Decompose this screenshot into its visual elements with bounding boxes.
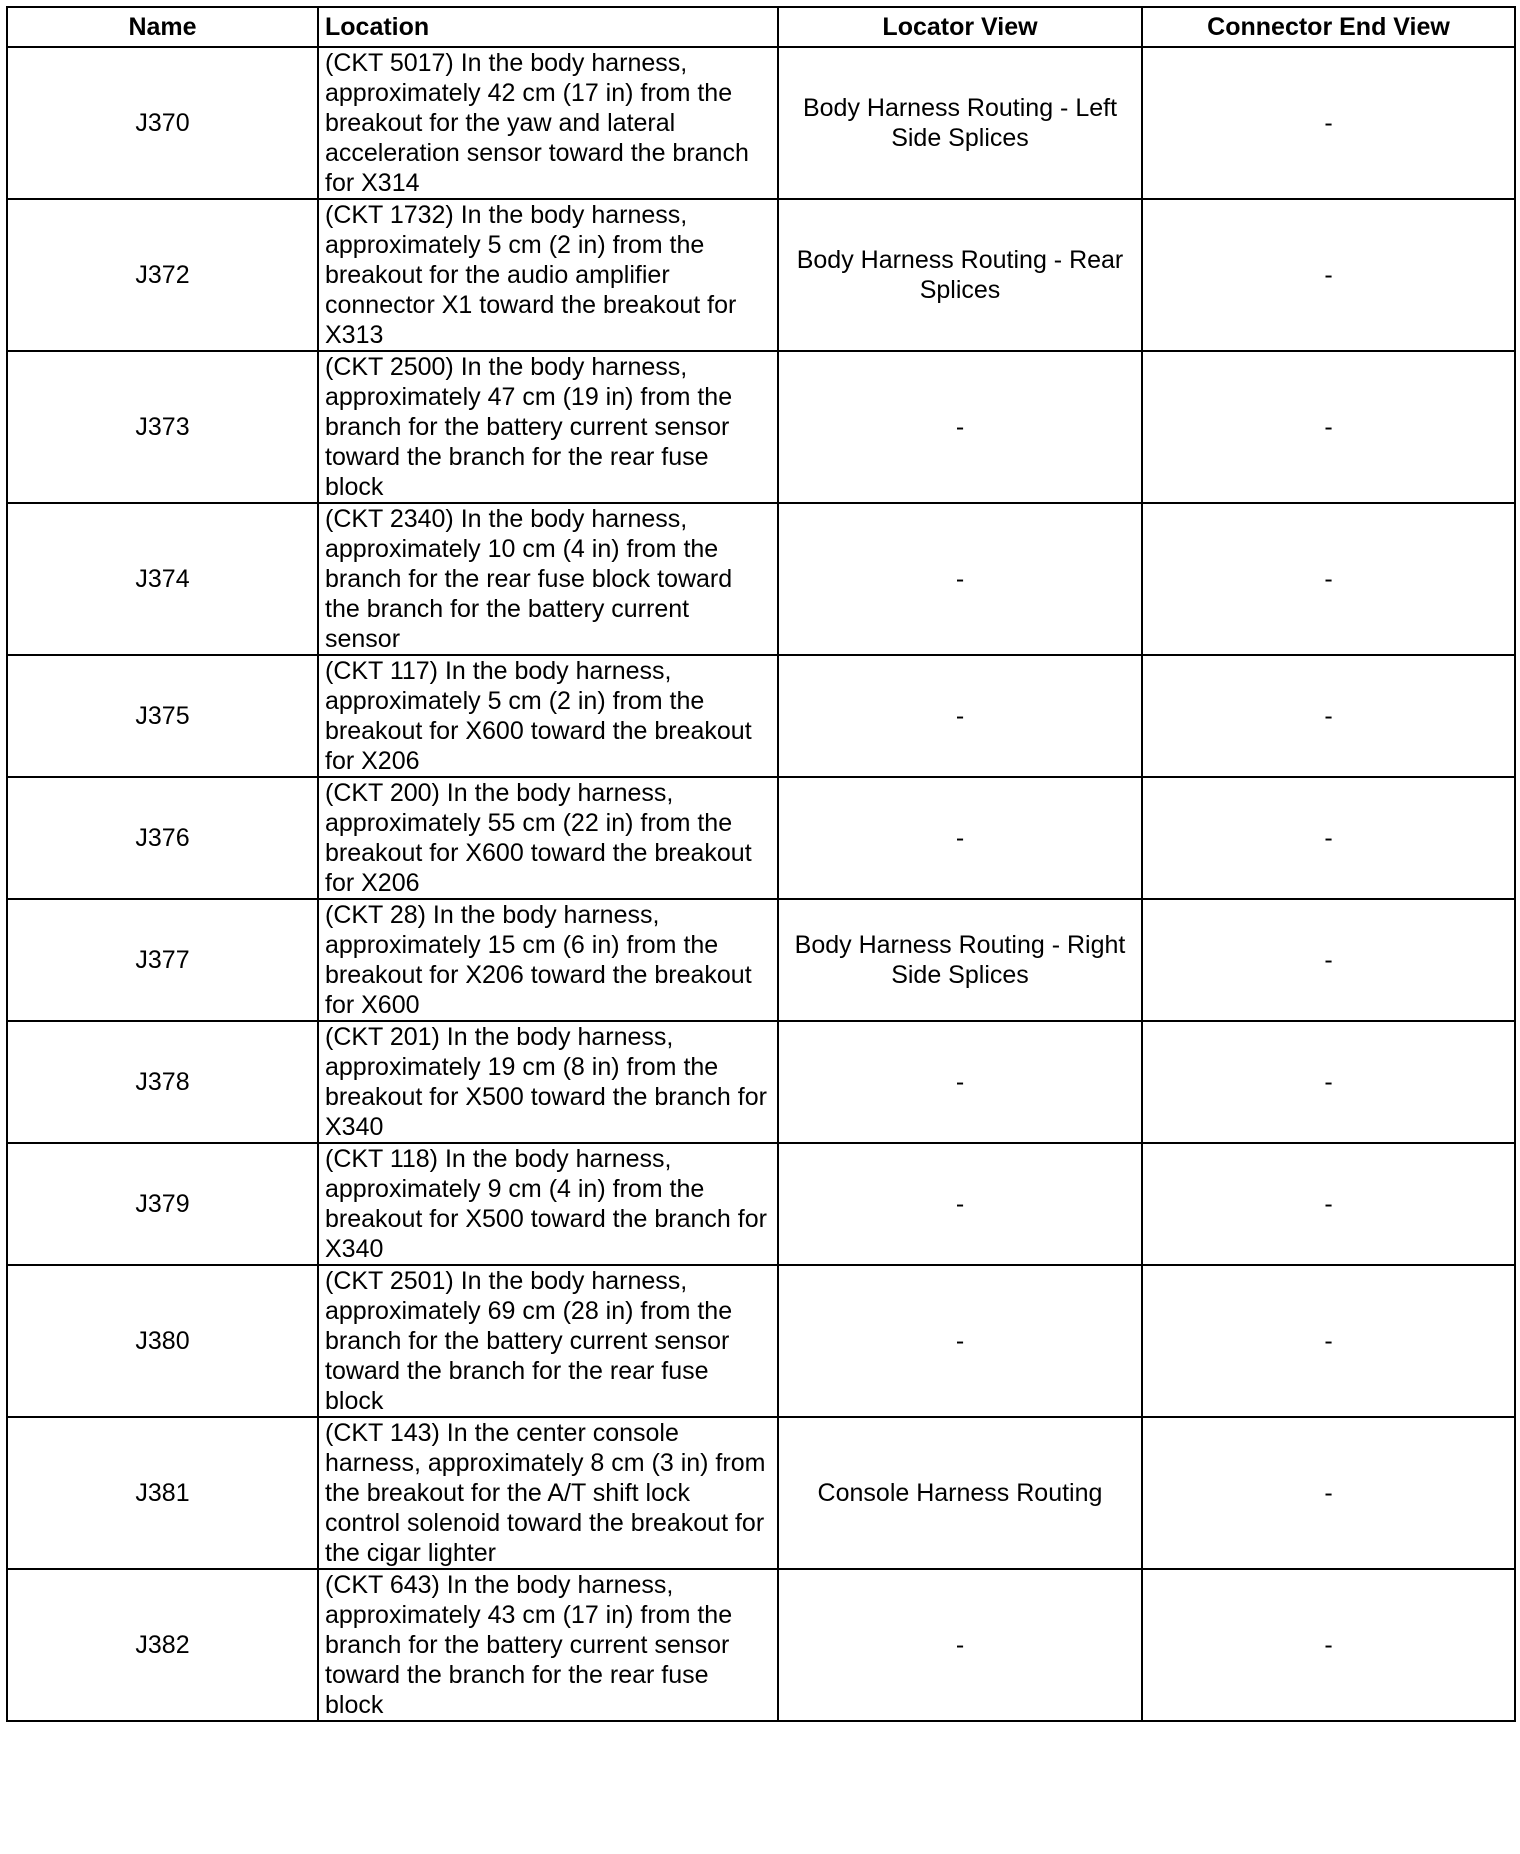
table-row — [7, 47, 1515, 199]
splice-location: (CKT 5017) In the body harness, approximately 42 cm (17 in) from the breakout for the yaw and lateral acceleration sensor toward the branch for X314 — [318, 47, 778, 199]
column-header-location: Location — [318, 7, 778, 47]
table-row — [7, 1265, 1515, 1417]
column-header-locator-view: Locator View — [778, 7, 1142, 47]
locator-view: - — [778, 1021, 1142, 1143]
table-row — [7, 503, 1515, 655]
locator-view: - — [778, 351, 1142, 503]
splice-name: J381 — [7, 1417, 318, 1569]
locator-view: - — [778, 655, 1142, 777]
splice-name: J374 — [7, 503, 318, 655]
splice-location: (CKT 2340) In the body harness, approximately 10 cm (4 in) from the branch for the rear fuse block toward the branch for the battery current sensor — [318, 503, 778, 655]
locator-view: - — [778, 1143, 1142, 1265]
table-row — [7, 655, 1515, 777]
table-row — [7, 1417, 1515, 1569]
connector-end-view: - — [1142, 199, 1515, 351]
table-header-row — [7, 7, 1515, 47]
table-row — [7, 1143, 1515, 1265]
locator-view: Body Harness Routing - Right Side Splices — [778, 899, 1142, 1021]
connector-end-view: - — [1142, 777, 1515, 899]
splice-name: J379 — [7, 1143, 318, 1265]
column-header-name: Name — [7, 7, 318, 47]
splice-name: J373 — [7, 351, 318, 503]
connector-end-view: - — [1142, 1021, 1515, 1143]
connector-end-view: - — [1142, 351, 1515, 503]
splice-name: J377 — [7, 899, 318, 1021]
connector-end-view: - — [1142, 655, 1515, 777]
splice-location: (CKT 200) In the body harness, approximately 55 cm (22 in) from the breakout for X600 toward the breakout for X206 — [318, 777, 778, 899]
splice-location: (CKT 2501) In the body harness, approximately 69 cm (28 in) from the branch for the battery current sensor toward the branch for the rear fuse block — [318, 1265, 778, 1417]
locator-view: - — [778, 1569, 1142, 1721]
locator-view: Console Harness Routing — [778, 1417, 1142, 1569]
connector-end-view: - — [1142, 1143, 1515, 1265]
splice-locations-table — [6, 6, 1516, 1722]
splice-location: (CKT 28) In the body harness, approximately 15 cm (6 in) from the breakout for X206 toward the breakout for X600 — [318, 899, 778, 1021]
column-header-connector-end-view: Connector End View — [1142, 7, 1515, 47]
table-row — [7, 777, 1515, 899]
connector-end-view: - — [1142, 1265, 1515, 1417]
splice-name: J378 — [7, 1021, 318, 1143]
connector-end-view: - — [1142, 47, 1515, 199]
splice-location: (CKT 118) In the body harness, approximately 9 cm (4 in) from the breakout for X500 toward the branch for X340 — [318, 1143, 778, 1265]
splice-location: (CKT 1732) In the body harness, approximately 5 cm (2 in) from the breakout for the audio amplifier connector X1 toward the breakout for X313 — [318, 199, 778, 351]
table-row — [7, 199, 1515, 351]
locator-view: - — [778, 1265, 1142, 1417]
connector-end-view: - — [1142, 1417, 1515, 1569]
splice-location: (CKT 117) In the body harness, approximately 5 cm (2 in) from the breakout for X600 toward the breakout for X206 — [318, 655, 778, 777]
splice-location: (CKT 201) In the body harness, approximately 19 cm (8 in) from the breakout for X500 toward the branch for X340 — [318, 1021, 778, 1143]
splice-name: J380 — [7, 1265, 318, 1417]
locator-view: - — [778, 777, 1142, 899]
table-row — [7, 1569, 1515, 1721]
connector-end-view: - — [1142, 503, 1515, 655]
table-row — [7, 351, 1515, 503]
splice-location: (CKT 643) In the body harness, approximately 43 cm (17 in) from the branch for the battery current sensor toward the branch for the rear fuse block — [318, 1569, 778, 1721]
splice-name: J370 — [7, 47, 318, 199]
splice-location: (CKT 143) In the center console harness, approximately 8 cm (3 in) from the breakout for the A/T shift lock control solenoid toward the breakout for the cigar lighter — [318, 1417, 778, 1569]
table-row — [7, 899, 1515, 1021]
connector-end-view: - — [1142, 899, 1515, 1021]
splice-location: (CKT 2500) In the body harness, approximately 47 cm (19 in) from the branch for the battery current sensor toward the branch for the rear fuse block — [318, 351, 778, 503]
locator-view: Body Harness Routing - Rear Splices — [778, 199, 1142, 351]
locator-view: - — [778, 503, 1142, 655]
locator-view: Body Harness Routing - Left Side Splices — [778, 47, 1142, 199]
splice-name: J375 — [7, 655, 318, 777]
connector-end-view: - — [1142, 1569, 1515, 1721]
splice-name: J376 — [7, 777, 318, 899]
splice-name: J382 — [7, 1569, 318, 1721]
splice-name: J372 — [7, 199, 318, 351]
table-row — [7, 1021, 1515, 1143]
